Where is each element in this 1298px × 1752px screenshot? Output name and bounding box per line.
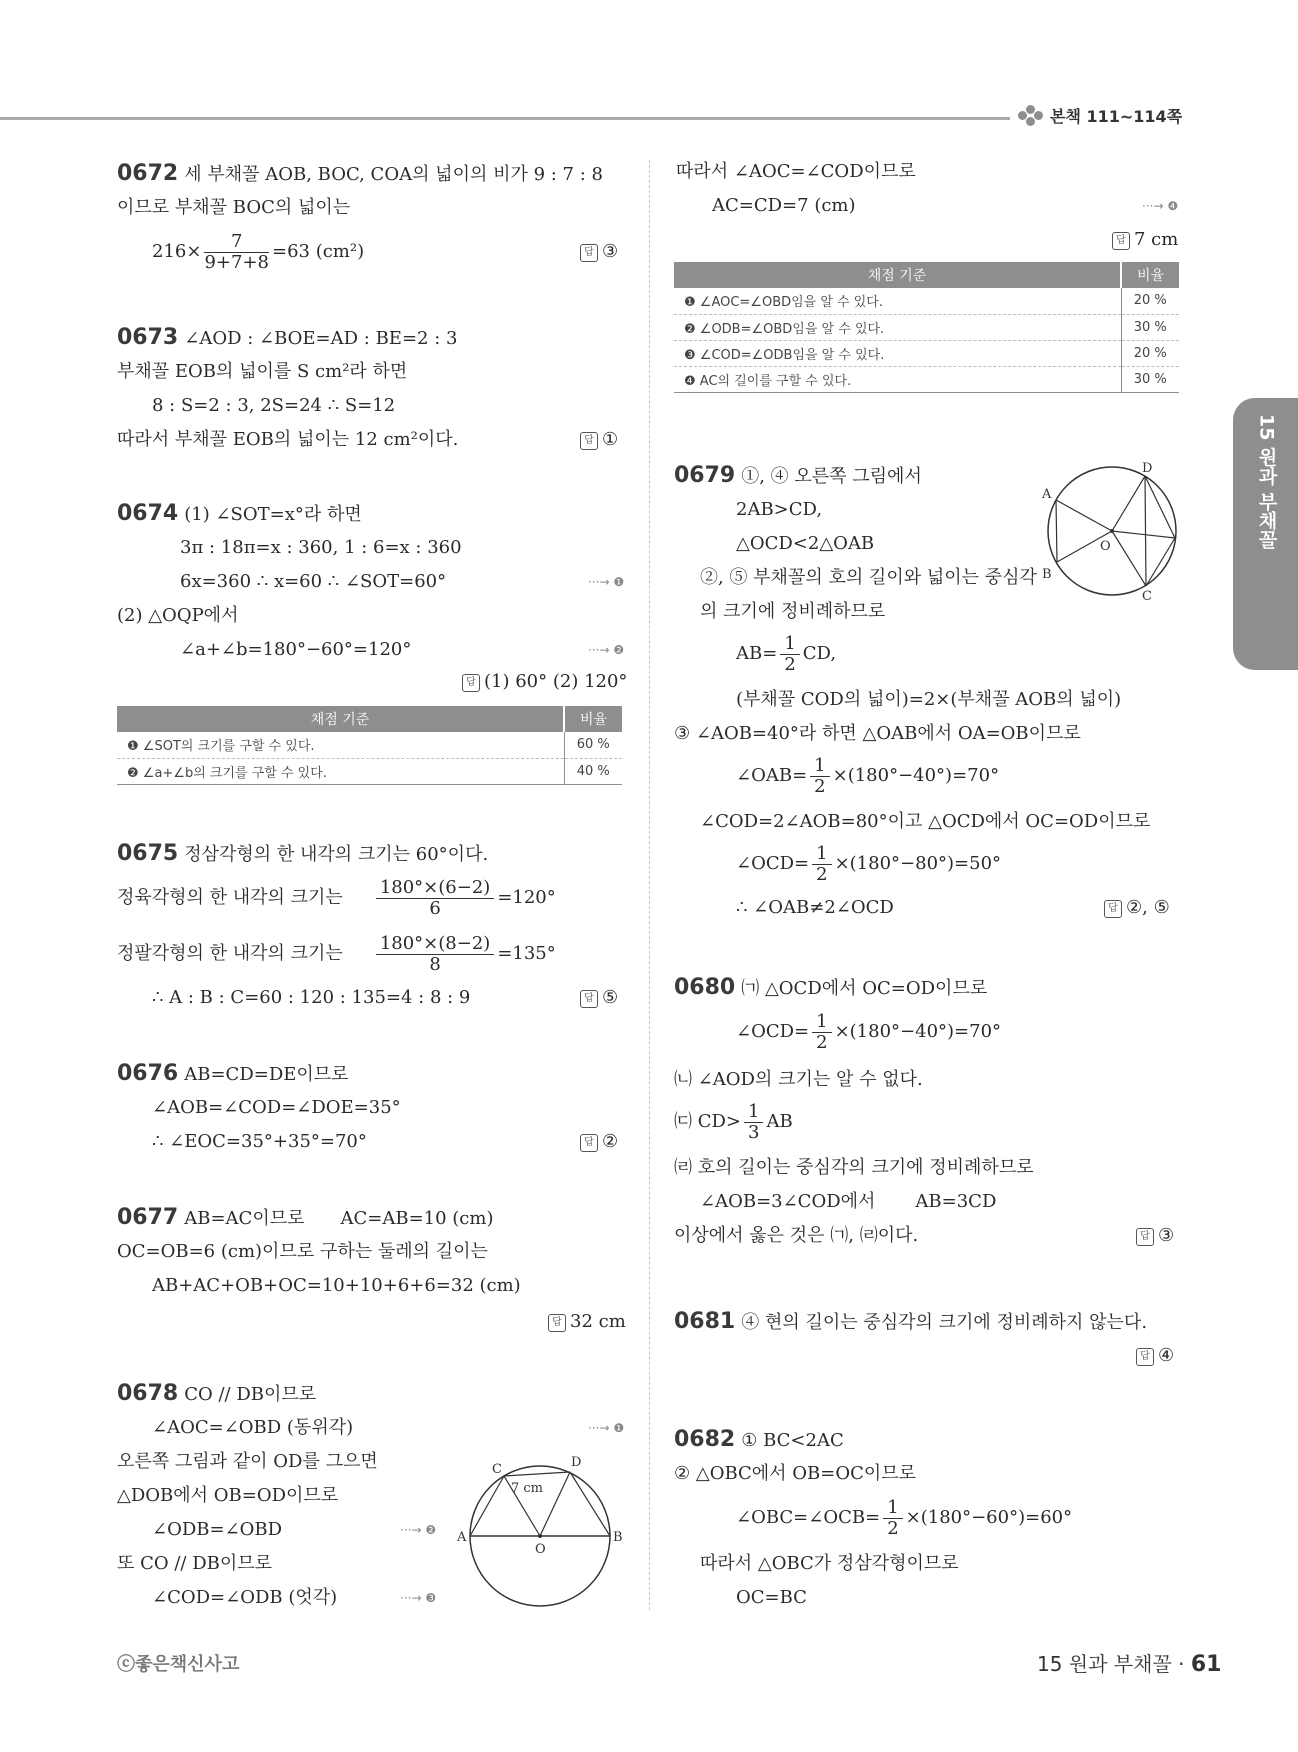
problem-0680-line3: ㈁ ∠AOD의 크기는 알 수 없다. [674,1069,923,1090]
problem-0676-line3: ∴ ∠EOC=35°+35°=70° [152,1131,367,1152]
problem-0677-line2: OC=OB=6 (cm)이므로 구하는 둘레의 길이는 [117,1241,488,1262]
table-row: ❷ ∠ODB=∠OBD임을 알 수 있다. 30 % [674,314,1179,340]
flower-icon [1018,105,1044,127]
problem-0678-line3: 오른쪽 그림과 같이 OD를 그으면 [117,1451,378,1472]
fig-label: C [492,1462,502,1477]
fraction: $\frac{180^\circ\times(6-2)}{6}$ [376,878,494,919]
problem-0673-answer: 답 ① [580,428,618,452]
table-row: ❸ ∠COD=∠ODB임을 알 수 있다. 20 % [674,340,1179,366]
problem-0680-line5: ㈃ 호의 길이는 중심각의 크기에 정비례하므로 [674,1157,1034,1178]
fraction: $\frac{1}{2}$ [883,1498,902,1539]
fraction: $\frac{1}{3}$ [744,1102,763,1143]
problem-0682-line3: ∠OBC=∠OCB= $\frac{1}{2}$ ×(180°−60°)=60° [736,1496,1073,1539]
fig-label: B [613,1530,623,1545]
problem-number: 0675 [117,841,179,866]
problem-0676-answer: 답 ② [580,1130,618,1154]
problem-0682-line2: ② △OBC에서 OB=OC이므로 [674,1463,917,1484]
table-header: 채점 기준 [117,706,564,732]
problem-0674-line2: 3π : 18π=x : 360, 1 : 6=x : 360 [180,537,462,558]
problem-0680-line7: 이상에서 옳은 것은 ㈀, ㈃이다. [674,1225,919,1246]
step-marker: ···→ ❹ [1142,199,1179,213]
fig-label: O [1100,539,1111,554]
fig-length-label: 7 cm [511,1481,544,1496]
problem-0679-line6: AB= $\frac{1}{2}$ CD, [736,632,837,675]
problem-0679-line11: ∠OCD= $\frac{1}{2}$ ×(180°−80°)=50° [736,842,1002,885]
fig-label: D [571,1455,582,1470]
problem-0675-line2: 정육각형의 한 내각의 크기는 $\frac{180^\circ\times(6-2)}{6}$ =120° [117,876,556,919]
figure-0679-circle [1030,458,1190,608]
problem-0675-answer: 답 ⑤ [580,986,618,1010]
column-divider [649,160,650,1610]
answer-icon: 답 [580,432,598,450]
problem-number: 0680 [674,975,736,1000]
problem-0674-answer: 답 (1) 60° (2) 120° [462,670,627,694]
problem-number: 0674 [117,501,179,526]
problem-0679-line4: ②, ⑤ 부채꼴의 호의 길이와 넓이는 중심각 [700,567,1037,588]
fraction: $\frac{7}{9+7+8}$ [204,230,269,273]
table-row: ❹ AC의 길이를 구할 수 있다. 30 % [674,366,1179,392]
problem-0679-line9: ∠OAB= $\frac{1}{2}$ ×(180°−40°)=70° [736,754,1000,797]
problem-0680-line4: ㈂ CD> $\frac{1}{3}$ AB [674,1100,793,1143]
problem-0681-answer: 답 ④ [1136,1344,1174,1368]
step-marker: ···→ ❶ [588,1421,625,1435]
table-row: ❶ ∠SOT의 크기를 구할 수 있다. 60 % [117,732,622,758]
problem-0680-line1: 0680 ㈀ △OCD에서 OC=OD이므로 [674,975,988,1000]
problem-0682-line4: 따라서 △OBC가 정삼각형이므로 [700,1553,959,1574]
table-header: 채점 기준 [674,262,1121,288]
figure-0678-circle [455,1452,625,1622]
problem-number: 0679 [674,463,736,488]
problem-0679-line7: (부채꼴 COD의 넓이)=2×(부채꼴 AOB의 넓이) [736,689,1122,710]
problem-0677-answer: 답 32 cm [548,1310,626,1334]
fig-label: C [1142,589,1152,604]
problem-0677-line3: AB+AC+OB+OC=10+10+6+6=32 (cm) [152,1275,521,1296]
table-row: ❶ ∠AOC=∠OBD임을 알 수 있다. 20 % [674,288,1179,314]
answer-icon: 답 [1136,1228,1154,1246]
problem-0674-line1: 0674 (1) ∠SOT=x°라 하면 [117,501,362,526]
problem-0675-line1: 0675 정삼각형의 한 내각의 크기는 60°이다. [117,841,489,866]
problem-0675-line4: ∴ A : B : C=60 : 120 : 135=4 : 8 : 9 [152,987,471,1008]
fig-label: A [457,1530,467,1545]
problem-0672-answer: 답 ③ [580,240,618,264]
problem-0676-line2: ∠AOB=∠COD=∠DOE=35° [152,1097,401,1118]
problem-0678-line1: 0678 CO // DB이므로 [117,1381,317,1406]
problem-0672-line2: 이므로 부채꼴 BOC의 넓이는 [117,197,351,218]
problem-0679-line2: 2AB>CD, [736,499,823,520]
problem-0679-line5: 의 크기에 정비례하므로 [700,601,886,622]
problem-0682-line1: 0682 ① BC<2AC [674,1427,844,1452]
fig-label: D [1142,461,1153,476]
answer-icon: 답 [580,990,598,1008]
publisher-logo: ⓒ좋은책신사고 [117,1654,240,1675]
fig-label: B [1042,567,1052,582]
answer-icon: 답 [548,1314,566,1332]
problem-0678-cont-line1: 따라서 ∠AOC=∠COD이므로 [676,161,916,182]
problem-0672-line1: 0672 세 부채꼴 AOB, BOC, COA의 넓이의 비가 9 : 7 : 8 [117,161,603,186]
problem-0679-line3: △OCD<2△OAB [736,533,875,554]
step-marker: ···→ ❶ [588,575,625,589]
answer-icon: 답 [580,244,598,262]
problem-0673-line3: 8 : S=2 : 3, 2S=24 ∴ S=12 [152,395,396,416]
problem-0673-line4: 따라서 부채꼴 EOB의 넓이는 12 cm²이다. [117,429,459,450]
footer-page-info: 15 원과 부채꼴 · 61 [1037,1652,1222,1677]
fraction: $\frac{1}{2}$ [812,1012,831,1053]
answer-icon: 답 [1136,1348,1154,1366]
problem-0678-line6: 또 CO // DB이므로 [117,1553,273,1574]
fig-label: O [535,1542,546,1557]
problem-0672-line3: 216× $\frac{7}{9+7+8}$ =63 (cm²) [152,230,365,273]
problem-0678-line4: △DOB에서 OB=OD이므로 [117,1485,339,1506]
table-header: 비율 [564,706,622,732]
problem-0674-line3: 6x=360 ∴ x=60 ∴ ∠SOT=60° [180,571,447,592]
problem-0678-line5: ∠ODB=∠OBD [152,1519,283,1540]
step-marker: ···→ ❷ [400,1523,437,1537]
problem-0679-line8: ③ ∠AOB=40°라 하면 △OAB에서 OA=OB이므로 [674,723,1081,744]
problem-0674-line5: ∠a+∠b=180°−60°=120° [180,639,412,660]
problem-0680-line6: ∠AOB=3∠COD에서 AB=3CD [700,1191,997,1212]
problem-0677-line1: 0677 AB=AC이므로 AC=AB=10 (cm) [117,1205,494,1230]
header-rule [0,117,1010,120]
problem-0674-line4: (2) △OQP에서 [117,605,239,626]
header-page-ref: 본책 111~114쪽 [1018,104,1182,127]
problem-number: 0677 [117,1205,179,1230]
problem-0680-line2: ∠OCD= $\frac{1}{2}$ ×(180°−40°)=70° [736,1010,1002,1053]
problem-number: 0672 [117,161,179,186]
scoring-table-0678 [674,262,1179,393]
problem-0678-line2: ∠AOC=∠OBD (동위각) [152,1417,354,1438]
problem-0680-answer: 답 ③ [1136,1224,1174,1248]
problem-0675-line3: 정팔각형의 한 내각의 크기는 $\frac{180^\circ\times(8-2)}{8}$ =135° [117,932,556,975]
problem-0678-cont-line2: AC=CD=7 (cm) [712,195,856,216]
problem-0678-line7: ∠COD=∠ODB (엇각) [152,1587,338,1608]
fraction: $\frac{180^\circ\times(8-2)}{8}$ [376,934,494,975]
page-number: 61 [1190,1652,1222,1677]
problem-number: 0681 [674,1309,736,1334]
problem-0673-line1: 0673 ∠AOD : ∠BOE=AD : BE=2 : 3 [117,325,458,350]
problem-number: 0682 [674,1427,736,1452]
answer-icon: 답 [1112,232,1130,250]
problem-0682-line5: OC=BC [736,1587,807,1608]
step-marker: ···→ ❷ [588,643,625,657]
problem-0681-line1: 0681 ④ 현의 길이는 중심각의 크기에 정비례하지 않는다. [674,1309,1148,1334]
problem-0679-line10: ∠COD=2∠AOB=80°이고 △OCD에서 OC=OD이므로 [700,811,1151,832]
fraction: $\frac{1}{2}$ [810,756,829,797]
answer-icon: 답 [580,1134,598,1152]
fraction: $\frac{1}{2}$ [812,844,831,885]
problem-number: 0673 [117,325,179,350]
problem-number: 0678 [117,1381,179,1406]
problem-0679-line1: 0679 ①, ④ 오른쪽 그림에서 [674,463,922,488]
problem-number: 0676 [117,1061,179,1086]
problem-0676-line1: 0676 AB=CD=DE이므로 [117,1061,349,1086]
fig-label: A [1042,487,1052,502]
problem-0679-line12: ∴ ∠OAB≠2∠OCD [736,897,894,918]
fraction: $\frac{1}{2}$ [780,634,799,675]
scoring-table-0674 [117,706,622,785]
table-row: ❷ ∠a+∠b의 크기를 구할 수 있다. 40 % [117,758,622,784]
chapter-side-tab-label: 15 원과 부채꼴 [1255,414,1278,549]
problem-0678-answer: 답 7 cm [1112,228,1178,252]
problem-0673-line2: 부채꼴 EOB의 넓이를 S cm²라 하면 [117,361,408,382]
problem-0679-answer: 답 ②, ⑤ [1104,896,1170,920]
answer-icon: 답 [462,674,480,692]
step-marker: ···→ ❸ [400,1591,437,1605]
answer-icon: 답 [1104,900,1122,918]
table-header: 비율 [1121,262,1179,288]
